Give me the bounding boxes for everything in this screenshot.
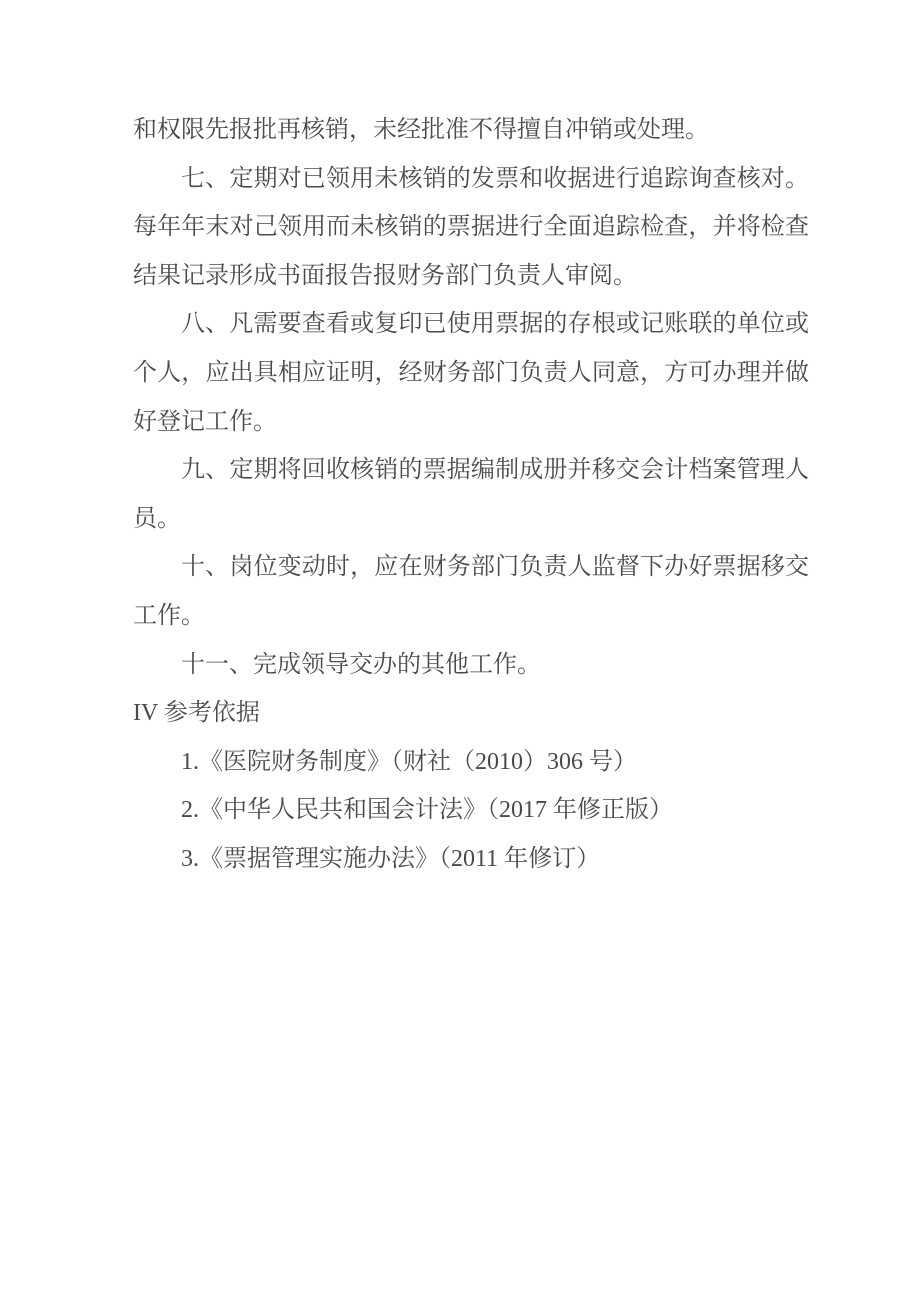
section-heading-references: IV 参考依据 — [133, 700, 260, 727]
reference-item-1: 1.《医院财务制度》（财社（2010）306 号） — [181, 748, 637, 775]
paragraph-item-7: 七、定期对已领用未核销的发票和收据进行追踪询查核对。每年年末对己领用而未核销的票据进行全面追踪检查，并将检查结果记录形成书面报告报财务部门负责人审阅。 — [133, 165, 809, 289]
paragraph-item-11: 十一、完成领导交办的其他工作。 — [181, 651, 541, 678]
document-body — [133, 106, 809, 884]
paragraph-item-8: 八、凡需要查看或复印已使用票据的存根或记账联的单位或个人，应出具相应证明，经财务部门负责人同意，方可办理并做好登记工作。 — [133, 311, 809, 435]
paragraph-continuation: 和权限先报批再核销，未经批准不得擅自冲销或处理。 — [133, 117, 709, 143]
paragraph-item-9: 九、定期将回收核销的票据编制成册并移交会计档案管理人员。 — [133, 457, 809, 532]
reference-item-3: 3.《票据管理实施办法》（2011 年修订） — [181, 845, 601, 872]
paragraph-item-10: 十、岗位变动时，应在财务部门负责人监督下办好票据移交工作。 — [133, 554, 809, 629]
reference-item-2: 2.《中华人民共和国会计法》（2017 年修正版） — [181, 797, 673, 824]
